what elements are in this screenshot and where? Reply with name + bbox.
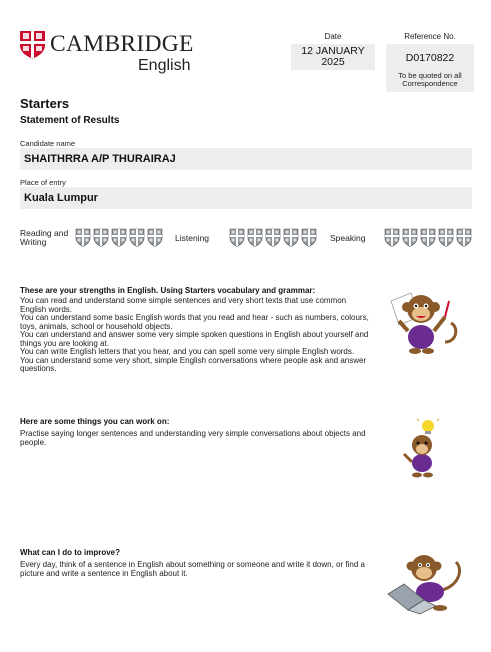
improve-text <box>20 561 372 578</box>
candidate-name-label: Candidate name <box>20 139 76 148</box>
strength-line: You can understand some basic English words that you read and hear - such as numbers, colours, toys, animals, school or household objects. <box>20 313 369 331</box>
strength-line: You can understand and answer some very simple spoken questions in English about yourself and things you are looking at. <box>20 330 369 348</box>
shield-icon <box>247 228 263 247</box>
improve-line: Every day, think of a sentence in English about something or someone and write it down, or find a picture and write a sentence in English about it. <box>20 560 365 578</box>
work-on-line: Practise saying longer sentences and understanding very simple conversations about objects and people. <box>20 429 366 447</box>
cambridge-shield-icon <box>19 30 46 59</box>
reference-label: Reference No. <box>404 32 456 41</box>
shield-icon <box>301 228 317 247</box>
page-subtitle: Statement of Results <box>20 115 120 126</box>
shield-icon <box>438 228 454 247</box>
shield-icon <box>402 228 418 247</box>
reference-box <box>386 44 474 92</box>
work-on-text <box>20 430 372 447</box>
shield-score-listening <box>229 228 317 248</box>
monkey-with-paper-icon <box>385 287 463 357</box>
shield-icon <box>384 228 400 247</box>
work-on-heading: Here are some things you can work on: <box>20 417 170 426</box>
improve-heading: What can I do to improve? <box>20 548 121 557</box>
shield-score-reading-writing <box>75 228 163 248</box>
reference-note: To be quoted on all Correspondence <box>398 71 462 88</box>
shield-icon <box>229 228 245 247</box>
shield-icon <box>129 228 145 247</box>
shield-icon <box>265 228 281 247</box>
shield-icon <box>111 228 127 247</box>
monkey-with-laptop-icon <box>384 550 468 616</box>
shield-score-speaking <box>384 228 472 248</box>
date-value: 12 JANUARY 2025 <box>291 44 375 70</box>
skill-label-reading-writing: Reading and Writing <box>20 228 69 247</box>
brand-name: CAMBRIDGE <box>50 31 194 57</box>
strength-line: You can understand some very short, simple English conversations where people ask and answer questions. <box>20 355 367 373</box>
shield-icon <box>93 228 109 247</box>
place-of-entry-label: Place of entry <box>20 178 66 187</box>
strengths-text <box>20 297 372 374</box>
shield-icon <box>147 228 163 247</box>
date-label: Date <box>324 32 342 41</box>
cambridge-logo <box>19 30 209 76</box>
monkey-with-lightbulb-icon <box>398 418 448 480</box>
brand-sub: English <box>138 57 191 74</box>
shield-icon <box>456 228 472 247</box>
place-of-entry-field: Kuala Lumpur <box>20 187 472 209</box>
shield-icon <box>283 228 299 247</box>
skill-label-speaking: Speaking <box>330 233 366 243</box>
strength-line: You can read and understand some simple sentences and very short texts that use common English words. <box>20 296 347 314</box>
strengths-heading: These are your strengths in English. Using Starters vocabulary and grammar: <box>20 286 316 295</box>
shield-icon <box>75 228 91 247</box>
strength-line: You can write English letters that you hear, and you can spell some very simple English words. <box>20 347 355 356</box>
page-title: Starters <box>20 96 70 111</box>
shield-icon <box>420 228 436 247</box>
skill-label-listening: Listening <box>175 233 210 243</box>
candidate-name-field: SHAITHRRA A/P THURAIRAJ <box>20 148 472 170</box>
reference-number: D0170822 <box>405 52 455 64</box>
